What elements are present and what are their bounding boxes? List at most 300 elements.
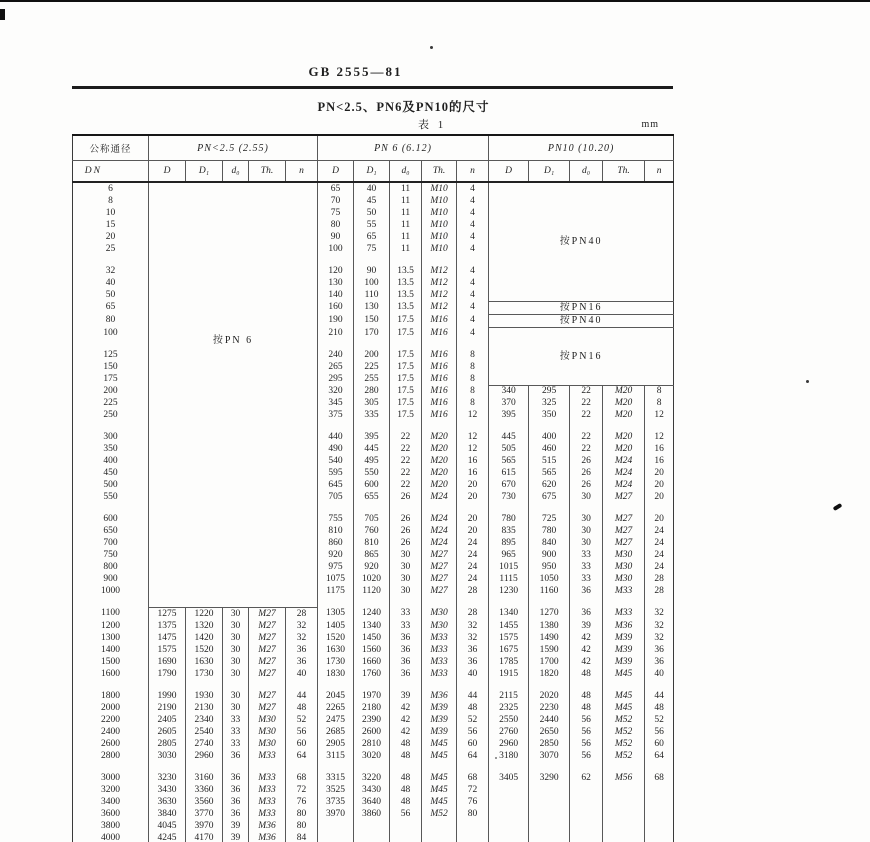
value-cell: 11 xyxy=(390,207,422,219)
value-cell: 340 xyxy=(489,385,529,398)
value-cell: 460 xyxy=(529,444,570,456)
value-cell: M27 xyxy=(422,562,457,574)
value-cell: 44 xyxy=(457,690,489,702)
value-cell: 13.5 xyxy=(390,265,422,277)
value-cell: M12 xyxy=(422,265,457,277)
value-cell: 13.5 xyxy=(390,289,422,301)
value-cell: 42 xyxy=(390,714,422,726)
value-cell xyxy=(570,762,603,772)
value-cell: 3160 xyxy=(186,772,223,784)
value-cell: 3315 xyxy=(318,772,354,784)
dn-cell: 550 xyxy=(103,492,118,502)
value-cell: M45 xyxy=(603,690,645,702)
table-row xyxy=(73,726,674,738)
value-cell: M33 xyxy=(249,750,286,762)
value-cell xyxy=(354,820,390,832)
value-cell: M36 xyxy=(603,620,645,632)
value-cell: 26 xyxy=(390,492,422,504)
value-cell: 3290 xyxy=(529,772,570,784)
value-cell: 4 xyxy=(457,314,489,327)
value-cell: 8 xyxy=(457,361,489,373)
table-row xyxy=(73,714,674,726)
value-cell: 28 xyxy=(457,586,489,598)
value-cell xyxy=(354,832,390,842)
value-cell: 20 xyxy=(457,492,489,504)
value-cell: 305 xyxy=(354,398,390,410)
value-cell: 22 xyxy=(570,398,603,410)
value-cell: 2605 xyxy=(149,726,186,738)
value-cell: 39 xyxy=(223,820,249,832)
value-cell: 810 xyxy=(318,526,354,538)
value-cell xyxy=(186,762,223,772)
value-cell: 42 xyxy=(390,726,422,738)
value-cell: 24 xyxy=(457,574,489,586)
value-cell: 56 xyxy=(570,750,603,762)
value-cell: M30 xyxy=(603,574,645,586)
value-cell: 3360 xyxy=(186,784,223,796)
value-cell: 20 xyxy=(457,514,489,526)
scan-edge-top xyxy=(0,0,870,2)
value-cell: 90 xyxy=(354,265,390,277)
value-cell: 90 xyxy=(318,231,354,243)
value-cell xyxy=(318,255,354,265)
value-cell xyxy=(390,832,422,842)
value-cell xyxy=(390,820,422,832)
value-cell xyxy=(318,832,354,842)
value-cell xyxy=(603,784,645,796)
value-cell: 3230 xyxy=(149,772,186,784)
value-cell: 33 xyxy=(570,562,603,574)
value-cell: 1730 xyxy=(186,668,223,680)
value-cell: M20 xyxy=(603,398,645,410)
value-cell: 24 xyxy=(645,562,674,574)
value-cell: 2180 xyxy=(354,702,390,714)
value-cell: 1320 xyxy=(186,620,223,632)
value-cell: 4170 xyxy=(186,832,223,842)
value-cell xyxy=(529,832,570,842)
value-cell: 130 xyxy=(354,301,390,314)
column-header: Th. xyxy=(603,161,645,183)
value-cell: 3970 xyxy=(186,820,223,832)
value-cell xyxy=(457,820,489,832)
value-cell xyxy=(570,422,603,432)
value-cell: 1380 xyxy=(529,620,570,632)
value-cell: 16 xyxy=(457,468,489,480)
value-cell: 80 xyxy=(457,808,489,820)
value-cell: 36 xyxy=(645,644,674,656)
table-row xyxy=(73,796,674,808)
value-cell xyxy=(318,422,354,432)
dn-cell: 1200 xyxy=(101,620,120,631)
value-cell: 1375 xyxy=(149,620,186,632)
value-cell: 22 xyxy=(390,432,422,444)
value-cell: 64 xyxy=(457,750,489,762)
value-cell: 1760 xyxy=(354,668,390,680)
value-cell: 240 xyxy=(318,349,354,361)
value-cell xyxy=(186,680,223,690)
value-cell: M24 xyxy=(422,526,457,538)
value-cell: 12 xyxy=(457,444,489,456)
dn-cell: 750 xyxy=(103,550,118,560)
value-cell: 36 xyxy=(570,608,603,621)
value-cell: 3405 xyxy=(489,772,529,784)
value-cell: 2850 xyxy=(529,738,570,750)
value-cell xyxy=(422,255,457,265)
value-cell xyxy=(422,820,457,832)
value-cell: 36 xyxy=(457,644,489,656)
value-cell: M33 xyxy=(249,784,286,796)
value-cell: 70 xyxy=(318,195,354,207)
value-cell xyxy=(286,762,318,772)
value-cell: 1340 xyxy=(489,608,529,621)
value-cell: M10 xyxy=(422,195,457,207)
value-cell: M33 xyxy=(249,772,286,784)
value-cell: 1240 xyxy=(354,608,390,621)
value-cell: 2760 xyxy=(489,726,529,738)
value-cell: M10 xyxy=(422,182,457,195)
dn-cell: 900 xyxy=(103,574,118,584)
value-cell: 1590 xyxy=(529,644,570,656)
dn-cell xyxy=(73,339,149,349)
dn-cell: 100 xyxy=(103,327,118,338)
value-cell: M24 xyxy=(422,492,457,504)
value-cell: M30 xyxy=(422,620,457,632)
value-cell: 17.5 xyxy=(390,314,422,327)
value-cell: 30 xyxy=(390,586,422,598)
value-cell xyxy=(457,680,489,690)
value-cell: 55 xyxy=(354,219,390,231)
value-cell: 80 xyxy=(318,219,354,231)
table-row xyxy=(73,784,674,796)
dn-cell: 3600 xyxy=(101,808,120,819)
value-cell: M33 xyxy=(422,656,457,668)
value-cell: 2440 xyxy=(529,714,570,726)
value-cell: 3970 xyxy=(318,808,354,820)
value-cell: 4 xyxy=(457,301,489,314)
column-header: n xyxy=(645,161,674,183)
dn-cell xyxy=(73,422,149,432)
value-cell: 1520 xyxy=(318,632,354,644)
value-cell: 13.5 xyxy=(390,277,422,289)
value-cell: 32 xyxy=(645,620,674,632)
value-cell xyxy=(603,504,645,514)
value-cell: 1020 xyxy=(354,574,390,586)
value-cell: M27 xyxy=(422,586,457,598)
value-cell xyxy=(457,504,489,514)
value-cell: 860 xyxy=(318,538,354,550)
dn-cell: 2600 xyxy=(101,738,120,749)
value-cell: M20 xyxy=(422,444,457,456)
table-row xyxy=(73,738,674,750)
dn-cell: 3400 xyxy=(101,796,120,807)
value-cell xyxy=(645,832,674,842)
value-cell: 68 xyxy=(286,772,318,784)
value-cell: 1820 xyxy=(529,668,570,680)
value-cell: 56 xyxy=(570,726,603,738)
value-cell: 22 xyxy=(390,444,422,456)
value-cell xyxy=(645,422,674,432)
value-cell xyxy=(529,796,570,808)
value-cell xyxy=(603,762,645,772)
value-cell xyxy=(489,808,529,820)
value-cell: 320 xyxy=(318,385,354,398)
value-cell: 76 xyxy=(286,796,318,808)
value-cell: 16 xyxy=(645,456,674,468)
dn-cell: 225 xyxy=(103,398,118,408)
value-cell: 140 xyxy=(318,289,354,301)
dn-cell: 650 xyxy=(103,526,118,536)
value-cell: 36 xyxy=(223,808,249,820)
value-cell: 48 xyxy=(390,772,422,784)
value-cell xyxy=(489,680,529,690)
value-cell: 1660 xyxy=(354,656,390,668)
value-cell: 60 xyxy=(645,738,674,750)
value-cell: 350 xyxy=(529,410,570,422)
value-cell: M24 xyxy=(422,538,457,550)
value-cell: M27 xyxy=(249,702,286,714)
dn-cell: 800 xyxy=(103,562,118,572)
dn-cell: 200 xyxy=(103,385,118,396)
merged-note-cell: 按PN40 xyxy=(489,182,674,301)
value-cell: 540 xyxy=(318,456,354,468)
value-cell xyxy=(149,680,186,690)
value-cell: 1220 xyxy=(186,608,223,621)
value-cell: 36 xyxy=(390,656,422,668)
value-cell xyxy=(354,504,390,514)
value-cell: 44 xyxy=(286,690,318,702)
value-cell: 12 xyxy=(645,432,674,444)
value-cell: M33 xyxy=(422,644,457,656)
value-cell xyxy=(457,832,489,842)
column-header: D₁ xyxy=(354,161,390,183)
value-cell: 200 xyxy=(354,349,390,361)
value-cell: 36 xyxy=(390,644,422,656)
table-row xyxy=(73,668,674,680)
value-cell: M10 xyxy=(422,207,457,219)
value-cell: 48 xyxy=(286,702,318,714)
scan-speck xyxy=(430,46,433,49)
value-cell: 3070 xyxy=(529,750,570,762)
value-cell: 1455 xyxy=(489,620,529,632)
value-cell: M24 xyxy=(422,514,457,526)
value-cell xyxy=(422,504,457,514)
table-row xyxy=(73,608,674,621)
value-cell: M45 xyxy=(422,738,457,750)
value-cell: M39 xyxy=(603,632,645,644)
value-cell: M30 xyxy=(249,714,286,726)
value-cell: 56 xyxy=(457,726,489,738)
value-cell xyxy=(390,422,422,432)
value-cell: 2960 xyxy=(489,738,529,750)
value-cell: 12 xyxy=(457,410,489,422)
value-cell: 30 xyxy=(223,644,249,656)
value-cell: 1175 xyxy=(318,586,354,598)
value-cell: 17.5 xyxy=(390,349,422,361)
value-cell: M45 xyxy=(422,784,457,796)
value-cell: 2265 xyxy=(318,702,354,714)
value-cell: 64 xyxy=(286,750,318,762)
merged-note-cell: 按PN 6 xyxy=(149,182,318,608)
value-cell: 1475 xyxy=(149,632,186,644)
value-cell xyxy=(570,598,603,608)
value-cell xyxy=(318,762,354,772)
value-cell xyxy=(354,255,390,265)
value-cell: M16 xyxy=(422,349,457,361)
value-cell xyxy=(457,762,489,772)
value-cell xyxy=(149,762,186,772)
dn-cell: 350 xyxy=(103,444,118,454)
value-cell: 65 xyxy=(354,231,390,243)
value-cell: 48 xyxy=(570,702,603,714)
value-cell: M27 xyxy=(603,492,645,504)
value-cell: 780 xyxy=(529,526,570,538)
value-cell xyxy=(489,796,529,808)
value-cell: M16 xyxy=(422,410,457,422)
value-cell: 24 xyxy=(645,550,674,562)
dn-cell: 65 xyxy=(105,302,116,312)
value-cell: 975 xyxy=(318,562,354,574)
value-cell: 48 xyxy=(390,750,422,762)
value-cell: 400 xyxy=(529,432,570,444)
value-cell xyxy=(529,504,570,514)
value-cell: 40 xyxy=(354,182,390,195)
dn-cell: 450 xyxy=(103,468,118,478)
value-cell: 225 xyxy=(354,361,390,373)
value-cell: 335 xyxy=(354,410,390,422)
value-cell: 3630 xyxy=(149,796,186,808)
scan-speck xyxy=(806,380,809,383)
value-cell: 1450 xyxy=(354,632,390,644)
value-cell: M45 xyxy=(603,702,645,714)
value-cell: 1275 xyxy=(149,608,186,621)
value-cell: 1630 xyxy=(318,644,354,656)
value-cell: 1520 xyxy=(186,644,223,656)
value-cell xyxy=(603,422,645,432)
dn-cell: 2400 xyxy=(101,726,120,737)
value-cell xyxy=(489,422,529,432)
dn-cell: 400 xyxy=(103,456,118,466)
dn-cell: 3800 xyxy=(101,820,120,831)
value-cell: 840 xyxy=(529,538,570,550)
value-cell: 26 xyxy=(390,514,422,526)
value-cell xyxy=(645,784,674,796)
column-header: n xyxy=(286,161,318,183)
value-cell: 1305 xyxy=(318,608,354,621)
value-cell: M16 xyxy=(422,314,457,327)
value-cell: 26 xyxy=(390,526,422,538)
value-cell: 295 xyxy=(529,385,570,398)
value-cell: M52 xyxy=(603,738,645,750)
value-cell: 24 xyxy=(457,550,489,562)
value-cell: 39 xyxy=(390,690,422,702)
dn-cell: 700 xyxy=(103,538,118,548)
value-cell: 28 xyxy=(645,586,674,598)
value-cell: 32 xyxy=(457,620,489,632)
header-rule xyxy=(72,86,673,89)
section-header-pn6: PN 6 (6.12) xyxy=(318,135,489,161)
value-cell: 84 xyxy=(286,832,318,842)
value-cell: M24 xyxy=(603,468,645,480)
value-cell: 2650 xyxy=(529,726,570,738)
dn-cell: 1000 xyxy=(101,586,120,596)
value-cell: M27 xyxy=(249,656,286,668)
value-cell: 375 xyxy=(318,410,354,422)
value-cell xyxy=(529,422,570,432)
table-row xyxy=(73,690,674,702)
value-cell: 24 xyxy=(645,538,674,550)
value-cell: 12 xyxy=(645,410,674,422)
value-cell xyxy=(223,680,249,690)
dn-cell: 150 xyxy=(103,361,118,372)
value-cell: 190 xyxy=(318,314,354,327)
value-cell: M10 xyxy=(422,219,457,231)
table-number: 表 1 xyxy=(418,119,447,131)
value-cell: 920 xyxy=(354,562,390,574)
value-cell: 30 xyxy=(223,620,249,632)
value-cell: 2550 xyxy=(489,714,529,726)
value-cell: 3735 xyxy=(318,796,354,808)
value-cell: M30 xyxy=(249,738,286,750)
value-cell xyxy=(457,255,489,265)
value-cell: 36 xyxy=(645,656,674,668)
value-cell: M16 xyxy=(422,385,457,398)
value-cell: 36 xyxy=(390,632,422,644)
value-cell: 22 xyxy=(570,410,603,422)
value-cell: 600 xyxy=(354,480,390,492)
value-cell: 33 xyxy=(570,550,603,562)
value-cell: 36 xyxy=(457,656,489,668)
value-cell xyxy=(645,796,674,808)
value-cell: M27 xyxy=(249,632,286,644)
dn-cell: 1600 xyxy=(101,668,120,679)
value-cell: M36 xyxy=(249,832,286,842)
value-cell: 1560 xyxy=(354,644,390,656)
value-cell xyxy=(570,820,603,832)
value-cell: M27 xyxy=(249,668,286,680)
value-cell xyxy=(457,339,489,349)
page-title: PN<2.5、PN6及PN10的尺寸 xyxy=(317,100,490,114)
value-cell: M52 xyxy=(603,750,645,762)
value-cell: M27 xyxy=(249,690,286,702)
value-cell: 2475 xyxy=(318,714,354,726)
value-cell: M52 xyxy=(422,808,457,820)
value-cell: 40 xyxy=(286,668,318,680)
value-cell: 725 xyxy=(529,514,570,526)
value-cell xyxy=(390,598,422,608)
value-cell: 60 xyxy=(457,738,489,750)
value-cell xyxy=(249,762,286,772)
value-cell: M20 xyxy=(422,480,457,492)
value-cell: 40 xyxy=(645,668,674,680)
value-cell xyxy=(645,504,674,514)
value-cell: M16 xyxy=(422,327,457,339)
value-cell: 655 xyxy=(354,492,390,504)
value-cell: 50 xyxy=(354,207,390,219)
value-cell xyxy=(318,820,354,832)
value-cell: 22 xyxy=(570,444,603,456)
value-cell xyxy=(422,832,457,842)
value-cell: 3430 xyxy=(149,784,186,796)
value-cell xyxy=(529,680,570,690)
value-cell: 645 xyxy=(318,480,354,492)
value-cell: 620 xyxy=(529,480,570,492)
value-cell xyxy=(603,598,645,608)
value-cell: M27 xyxy=(603,526,645,538)
value-cell: 48 xyxy=(570,690,603,702)
value-cell: 48 xyxy=(390,738,422,750)
merged-note-cell: 按PN16 xyxy=(489,327,674,385)
value-cell: 45 xyxy=(354,195,390,207)
